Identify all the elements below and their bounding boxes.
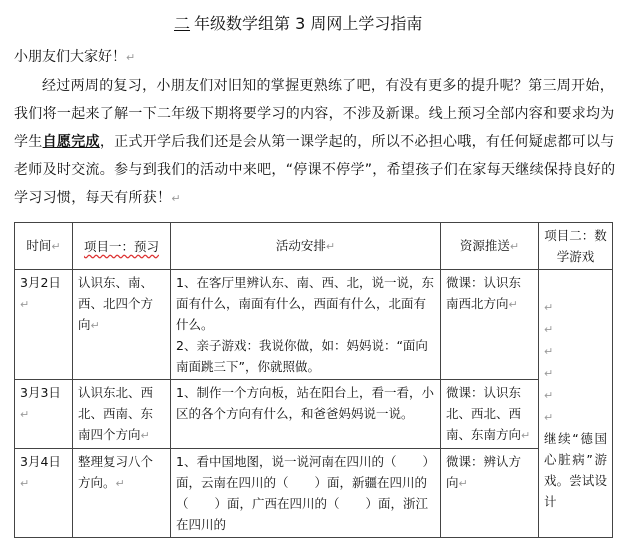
header-game: [539, 223, 613, 270]
row-time: [15, 270, 73, 380]
paragraph-mark: ↵: [544, 322, 554, 336]
paragraph-mark: ↵: [115, 477, 125, 490]
paragraph-mark: ↵: [509, 240, 520, 253]
game-text: 继续“德国心脏病”游戏。尝试设计: [544, 430, 607, 509]
paragraph-mark: ↵: [20, 477, 30, 490]
row-activity-item: 1、制作一个方向板，站在阳台上，看一看，小区的各个方向有什么，和爸爸妈妈说一说。: [176, 385, 434, 421]
game-cell: [539, 270, 613, 538]
paragraph-mark: ↵: [140, 429, 150, 442]
row-preview-text: 认识东、南、西、北四个方向: [78, 275, 154, 332]
row-activity: [171, 380, 441, 449]
row-time-text: 3月3日: [20, 385, 61, 400]
paragraph-mark: ↵: [458, 477, 468, 490]
row-preview-text: 整理复习八个方向。: [78, 454, 154, 490]
row-activity-item: 1、看中国地图，说一说河南在四川的（ ）面，云南在四川的（ ）面，新疆在四川的（ ）面，广西在四川的（ ）面，浙江在四川的: [176, 454, 435, 532]
table-row: [15, 449, 613, 538]
header-preview-label: 项目一：预习: [83, 238, 159, 254]
row-preview: [73, 270, 171, 380]
row-preview-text: 认识东北、西北、西南、东南四个方向: [78, 385, 154, 442]
row-activity-item: 1、在客厅里辨认东、南、西、北，说一说，东面有什么，南面有什么，西面有什么，北面有什么。: [176, 275, 434, 332]
intro-paragraph: [14, 72, 626, 213]
table-row: [15, 380, 613, 449]
paragraph-mark: ↵: [544, 410, 554, 424]
header-resource-label: 资源推送: [459, 238, 510, 253]
paragraph-mark: ↵: [20, 298, 30, 311]
title-grade: 二: [174, 14, 191, 33]
header-activity: [171, 223, 441, 270]
greeting-text: 小朋友们大家好！: [14, 49, 126, 65]
row-resource-text: 微课：辨认方向: [446, 454, 522, 490]
header-time-label: 时间: [26, 238, 52, 253]
row-time-text: 3月4日: [20, 454, 61, 469]
paragraph-mark: ↵: [126, 51, 136, 64]
title-text: 年级数学组第 3 周网上学习指南: [194, 14, 423, 33]
row-resource: [441, 270, 539, 380]
row-resource: [441, 380, 539, 449]
table-header-row: [15, 223, 613, 270]
row-time-text: 3月2日: [20, 275, 61, 290]
document-title: [170, 14, 422, 34]
row-preview: [73, 449, 171, 538]
paragraph-mark: ↵: [544, 344, 554, 358]
paragraph-mark: ↵: [544, 366, 554, 380]
paragraph-mark: ↵: [544, 300, 554, 314]
row-activity: [171, 270, 441, 380]
intro-part-2: ，正式开学后我们还是会从第一课学起的，所以不必担心哦，有任何疑虑都可以与老师及时交流。参与到我们的活动中来吧，“停课不停学”，希望孩子们在家每天继续保持良好的学习习惯，每天有所获！: [14, 134, 616, 206]
table-row: [15, 270, 613, 380]
row-time: [15, 449, 73, 538]
header-preview: [73, 223, 171, 270]
row-preview: [73, 380, 171, 449]
paragraph-mark: ↵: [51, 240, 61, 253]
row-time: [15, 380, 73, 449]
intro-emphasis: 自愿完成: [42, 134, 100, 150]
row-resource-text: 微课：认识东北、西北、西南、东南方向: [446, 385, 522, 442]
paragraph-mark: ↵: [325, 240, 336, 253]
header-resource: [441, 223, 539, 270]
intro-part-1: 经过两周的复习，小朋友们对旧知的掌握更熟练了吧，有没有更多的提升呢？第三周开始，我们将一起来了解一下二年级下期将要学习的内容，不涉及新课。线上预习全部内容和要求均为学生: [14, 78, 615, 150]
header-time: [15, 223, 73, 270]
paragraph-mark: ↵: [90, 319, 100, 332]
paragraph-mark: ↵: [171, 192, 181, 205]
row-activity-item: 2、亲子游戏：我说你做，如：妈妈说：“面向南面跳三下”，你就照做。: [176, 338, 428, 374]
paragraph-mark: ↵: [20, 408, 30, 421]
greeting-line: [14, 47, 135, 68]
header-game-label: 项目二：数学游戏: [544, 228, 607, 264]
row-activity: [171, 449, 441, 538]
paragraph-mark: ↵: [544, 388, 554, 402]
row-resource-text: 微课：认识东南西北方向: [446, 275, 522, 311]
row-resource: [441, 449, 539, 538]
paragraph-mark: ↵: [508, 298, 518, 311]
paragraph-mark: ↵: [521, 429, 531, 442]
schedule-table: [14, 222, 613, 538]
header-activity-label: 活动安排: [275, 238, 326, 253]
